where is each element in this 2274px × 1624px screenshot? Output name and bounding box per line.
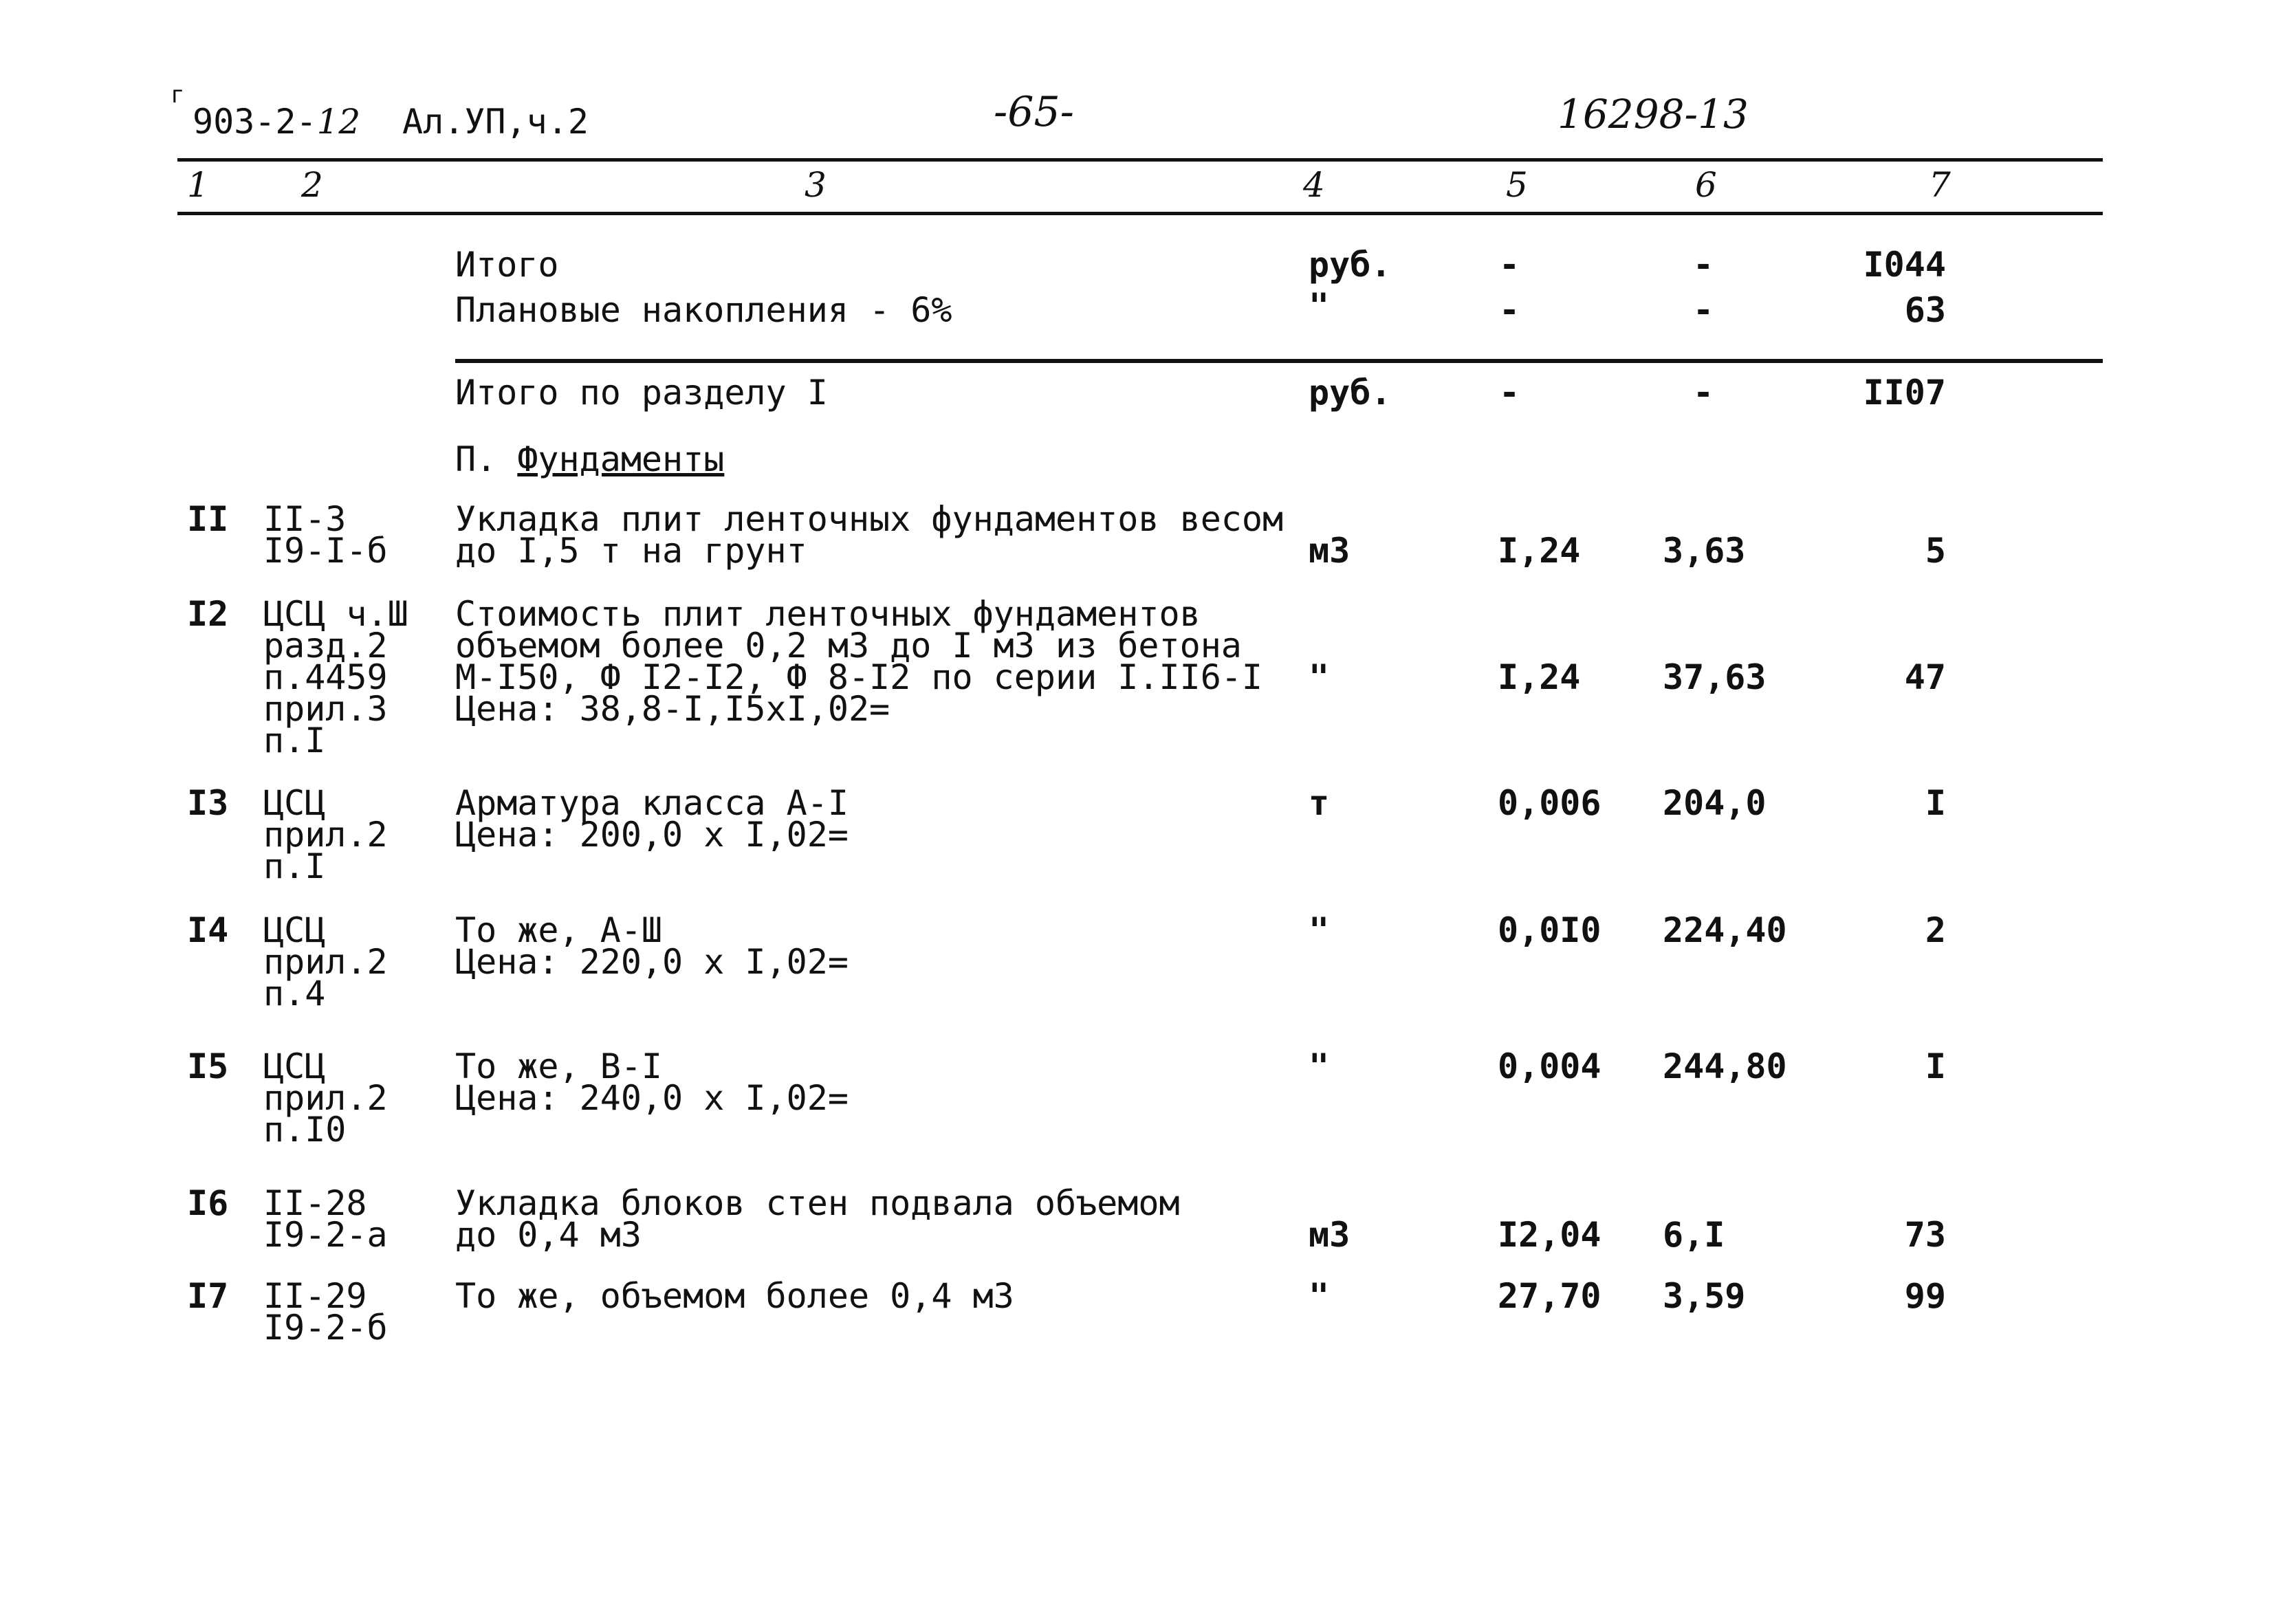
inventory-number: 16298-13 [1557, 91, 1749, 138]
summary-unit: руб. [1309, 245, 1392, 285]
row-total: 2 [1925, 910, 1946, 950]
column-header-1: 1 [187, 165, 209, 205]
section-total-desc: Итого по разделу I [455, 373, 828, 413]
row-unit-price: 204,0 [1663, 783, 1767, 823]
row-quantity: 0,006 [1498, 783, 1601, 823]
row-number: I7 [187, 1276, 229, 1316]
row-description: То же, В-I Цена: 240,0 x I,02= [455, 1046, 849, 1118]
summary-total: 63 [1904, 290, 1946, 330]
page-number: -65- [994, 88, 1074, 136]
section-title-prefix: П. [455, 439, 518, 479]
section-title [455, 439, 725, 479]
column-header-4: 4 [1303, 165, 1325, 205]
row-description: Укладка плит ленточных фундаментов весом до I,5 т на грунт [455, 499, 1284, 571]
row-total: 47 [1904, 657, 1946, 697]
row-total: 99 [1904, 1276, 1946, 1316]
row-total: I [1925, 1046, 1946, 1086]
row-unit: т [1309, 783, 1330, 823]
document-code-printed: 903-2- [193, 102, 317, 142]
row-unit-price: 3,63 [1663, 531, 1746, 571]
summary-price: - [1693, 245, 1714, 285]
header-bottom-rule [177, 212, 2103, 215]
row-description: То же, А-Ш Цена: 220,0 x I,02= [455, 910, 849, 982]
row-reference: II-3 I9-I-б [263, 499, 388, 571]
row-quantity: I,24 [1498, 657, 1581, 697]
row-quantity: I,24 [1498, 531, 1581, 571]
row-quantity: 0,004 [1498, 1046, 1601, 1086]
column-header-5: 5 [1506, 165, 1528, 205]
column-header-3: 3 [805, 165, 827, 205]
row-unit: " [1309, 657, 1330, 697]
row-total: 5 [1925, 531, 1946, 571]
summary-unit: " [1309, 286, 1330, 326]
row-description: Укладка блоков стен подвала объемом до 0,4 м3 [455, 1183, 1180, 1255]
summary-price: - [1693, 290, 1714, 330]
row-quantity: I2,04 [1498, 1215, 1601, 1255]
row-reference: ЦСЦ ч.Ш разд.2 п.4459 прил.3 п.I [263, 594, 408, 760]
document-code [193, 102, 360, 142]
summary-desc: Итого [455, 245, 559, 285]
row-reference: II-29 I9-2-б [263, 1276, 388, 1348]
row-unit: " [1309, 1276, 1330, 1316]
summary-qty: - [1499, 290, 1520, 330]
row-unit-price: 244,80 [1663, 1046, 1787, 1086]
row-unit: " [1309, 910, 1330, 950]
row-quantity: 27,70 [1498, 1276, 1601, 1316]
row-unit: м3 [1309, 1215, 1351, 1255]
row-unit-price: 6,I [1663, 1215, 1725, 1255]
summary-desc: Плановые накопления - 6% [455, 290, 952, 330]
row-number: I3 [187, 783, 229, 823]
row-unit: " [1309, 1046, 1330, 1086]
row-unit-price: 224,40 [1663, 910, 1787, 950]
row-reference: ЦСЦ прил.2 п.I0 [263, 1046, 388, 1150]
document-code-handwritten: 12 [316, 102, 361, 142]
row-total: 73 [1904, 1215, 1946, 1255]
row-number: II [187, 499, 229, 539]
column-header-6: 6 [1695, 165, 1717, 205]
column-header-2: 2 [301, 165, 323, 205]
row-number: I2 [187, 594, 229, 634]
summary-total: I044 [1863, 245, 1946, 285]
corner-mark: г [171, 81, 185, 109]
row-description: Стоимость плит ленточных фундаментов объемом более 0,2 м3 до I м3 из бетона М-I50, Ф I2-I2, Ф 8-I2 по серии I.II6-I Цена: 38,8-I,I5xI,02= [455, 594, 1262, 729]
row-number: I5 [187, 1046, 229, 1086]
section-total-total: II07 [1863, 373, 1946, 413]
summary-qty: - [1499, 245, 1520, 285]
row-reference: ЦСЦ прил.2 п.I [263, 783, 388, 886]
row-unit-price: 3,59 [1663, 1276, 1746, 1316]
section-title-name: Фундаменты [517, 439, 725, 479]
row-reference: II-28 I9-2-а [263, 1183, 388, 1255]
section-total-qty: - [1499, 373, 1520, 413]
row-unit-price: 37,63 [1663, 657, 1767, 697]
section-total-unit: руб. [1309, 373, 1392, 413]
row-quantity: 0,0I0 [1498, 910, 1601, 950]
row-total: I [1925, 783, 1946, 823]
row-number: I6 [187, 1183, 229, 1223]
album-reference: Ал.УП,ч.2 [402, 102, 589, 142]
row-description: Арматура класса А-I Цена: 200,0 x I,02= [455, 783, 849, 855]
row-description: То же, объемом более 0,4 м3 [455, 1276, 1014, 1316]
header-top-rule [177, 158, 2103, 162]
section-separator-rule [455, 359, 2103, 363]
row-unit: м3 [1309, 531, 1351, 571]
row-reference: ЦСЦ прил.2 п.4 [263, 910, 388, 1013]
section-total-price: - [1693, 373, 1714, 413]
row-number: I4 [187, 910, 229, 950]
column-header-7: 7 [1929, 165, 1951, 205]
